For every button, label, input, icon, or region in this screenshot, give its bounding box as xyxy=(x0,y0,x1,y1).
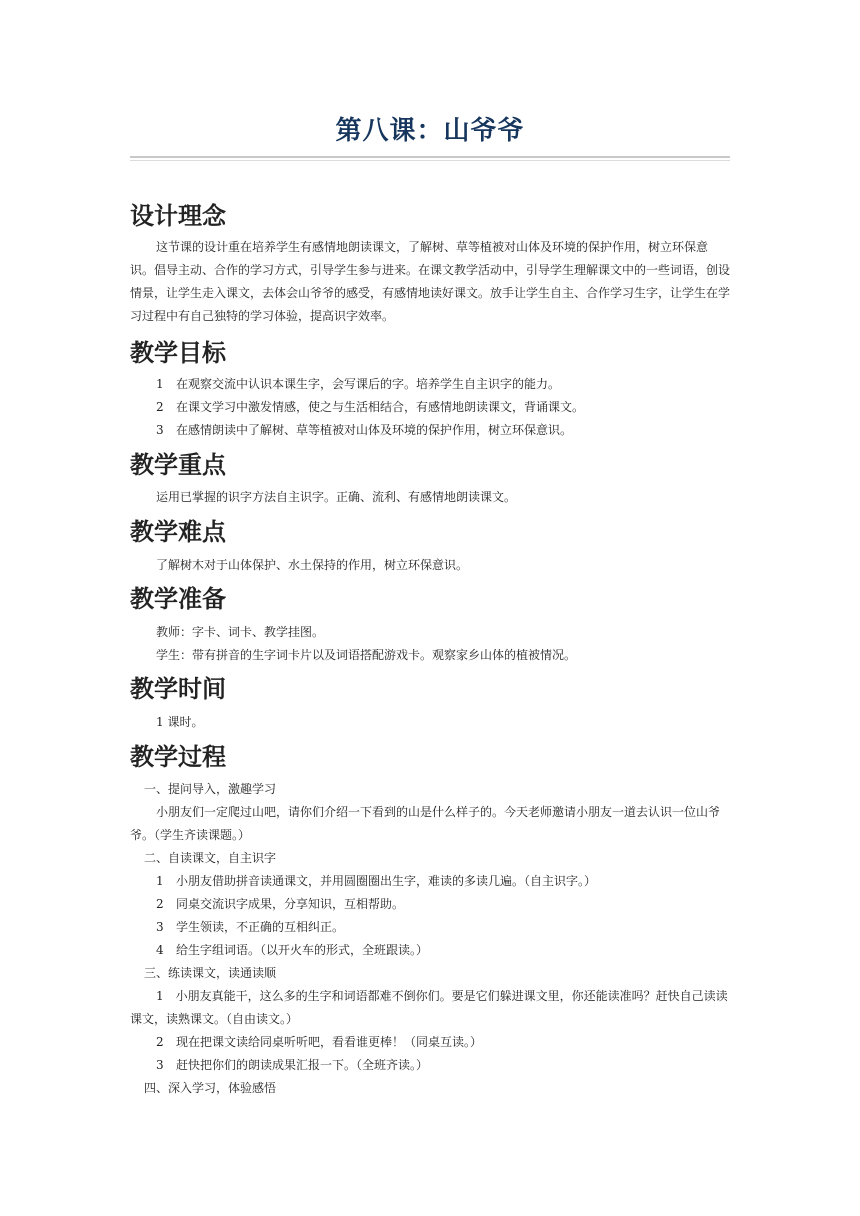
process-step-1: 一、提问导入，激趣学习 xyxy=(144,782,277,796)
step2-item-2-text: 同桌交流识字成果，分享知识，互相帮助。 xyxy=(176,897,405,911)
step2-item-2-num: 2 xyxy=(156,897,164,911)
prep-student: 学生：带有拼音的生字词卡片以及词语搭配游戏卡。观察家乡山体的植被情况。 xyxy=(156,648,577,662)
step3-item-3-num: 3 xyxy=(156,1058,164,1072)
process-step-3: 三、练读课文，读通读顺 xyxy=(144,966,277,980)
goal-item-3-num: 3 xyxy=(156,423,164,437)
goal-item-1-text: 在观察交流中认识本课生字，会写课后的字。培养学生自主识字的能力。 xyxy=(176,377,561,391)
step3-item-2-text: 现在把课文读给同桌听听吧，看看谁更棒！（同桌互读。） xyxy=(176,1035,483,1049)
heading-process: 教学过程 xyxy=(130,743,226,771)
goal-item-3-text: 在感情朗读中了解树、草等植被对山体及环境的保护作用，树立环保意识。 xyxy=(176,423,573,437)
heading-design: 设计理念 xyxy=(130,202,226,230)
process-step-2: 二、自读课文，自主识字 xyxy=(144,851,277,865)
heading-key: 教学重点 xyxy=(130,451,226,479)
step2-item-4 xyxy=(156,939,730,962)
goal-item-1-num: 1 xyxy=(156,377,164,391)
step2-item-1-num: 1 xyxy=(156,874,164,888)
goal-item-3 xyxy=(156,419,730,442)
step2-item-4-text: 给生字组词语。（以开火车的形式，全班跟读。） xyxy=(176,943,429,957)
process-step-1-text: 小朋友们一定爬过山吧，请你们介绍一下看到的山是什么样子的。今天老师邀请小朋友一道去认识一位山爷爷。（学生齐读课题。） xyxy=(130,805,721,842)
time-paragraph: 1 课时。 xyxy=(156,715,204,729)
design-paragraph: 这节课的设计重在培养学生有感情地朗读课文，了解树、草等植被对山体及环境的保护作用，树立环保意识。倡导主动、合作的学习方式，引导学生参与进来。在课文教学活动中，引导学生理解课文中的一些词语，创设情景，让学生走入课文，去体会山爷爷的感受，有感情地读好课文。放手让学生自主、合作学习生字，让学生在学习过程中有自己独特的学习体验，提高识字效率。 xyxy=(130,240,731,323)
heading-prep: 教学准备 xyxy=(130,585,226,613)
step3-item-1: 1 小朋友真能干，这么多的生字和词语都难不倒你们。要是它们躲进课文里，你还能读准吗？赶快自己读读课文，读熟课文。（自由读文。） xyxy=(130,989,728,1026)
key-paragraph: 运用已掌握的识字方法自主识字。正确、流利、有感情地朗读课文。 xyxy=(156,490,517,504)
difficult-paragraph: 了解树木对于山体保护、水土保持的作用，树立环保意识。 xyxy=(156,558,469,572)
step2-item-1-text: 小朋友借助拼音读通课文，并用圆圈圈出生字，难读的多读几遍。（自主识字。） xyxy=(176,874,597,888)
step2-item-4-num: 4 xyxy=(156,943,164,957)
title-divider xyxy=(130,156,730,158)
prep-teacher: 教师：字卡、词卡、教学挂图。 xyxy=(156,625,325,639)
process-step-4: 四、深入学习，体验感悟 xyxy=(144,1081,277,1095)
step3-item-3 xyxy=(156,1054,730,1077)
step3-item-2-num: 2 xyxy=(156,1035,164,1049)
heading-time: 教学时间 xyxy=(130,675,226,703)
step2-item-3-text: 学生领读，不正确的互相纠正。 xyxy=(176,920,345,934)
step2-item-2 xyxy=(156,893,730,916)
heading-difficult: 教学难点 xyxy=(130,518,226,546)
step3-item-3-text: 赶快把你们的朗读成果汇报一下。（全班齐读。） xyxy=(176,1058,429,1072)
step2-item-3-num: 3 xyxy=(156,920,164,934)
goal-item-1 xyxy=(156,373,730,396)
step2-item-1 xyxy=(156,870,730,893)
step3-item-2 xyxy=(156,1031,730,1054)
step2-item-3 xyxy=(156,916,730,939)
title-divider-secondary xyxy=(130,160,730,161)
page-title: 第八课：山爷爷 xyxy=(335,116,525,146)
heading-goals: 教学目标 xyxy=(130,339,226,367)
goal-item-2 xyxy=(156,396,730,419)
goal-item-2-num: 2 xyxy=(156,400,164,414)
goal-item-2-text: 在课文学习中激发情感，使之与生活相结合，有感情地朗读课文，背诵课文。 xyxy=(176,400,585,414)
